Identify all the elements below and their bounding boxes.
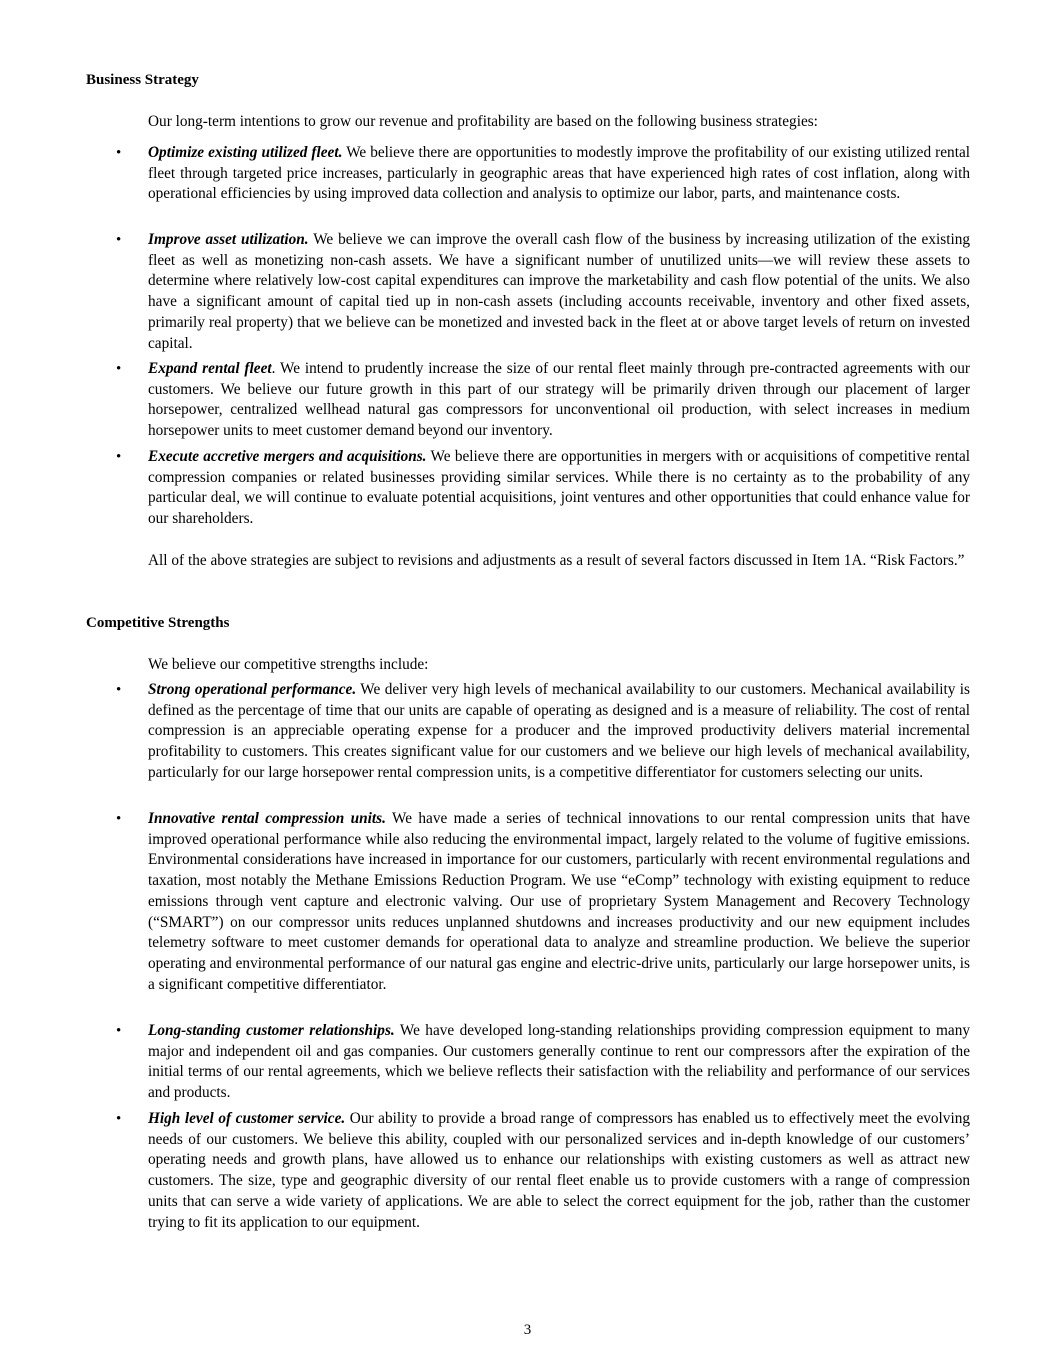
- item-lead: Improve asset utilization.: [148, 231, 309, 248]
- list-item: [86, 1109, 970, 1233]
- bullet-icon: •: [116, 1111, 122, 1127]
- list-item: [86, 230, 970, 354]
- item-text: . We intend to prudently increase the size of our rental fleet mainly through pre-contracted agreements with our customers. We believe our future growth in this part of our strategy will be primarily driven through our placement of larger horsepower, centralized wellhead natural gas compressors for unconventional oil production, with select increases in medium horsepower units to meet customer demand beyond our inventory.: [148, 360, 970, 440]
- item-text: Our ability to provide a broad range of compressors has enabled us to effectively meet the evolving needs of our customers. We believe this ability, coupled with our personalized services and in-depth knowledge of our customers’ operating needs and growth plans, have allowed us to enhance our relationships with existing customers as well as attract new customers. The size, type and geographic diversity of our rental fleet enable us to provide customers with a range of compression units that can serve a wide variety of applications. We are able to select the correct equipment for the job, rather than the customer trying to fit its application to our equipment.: [148, 1110, 970, 1231]
- section-heading-competitive-strengths: Competitive Strengths: [86, 615, 230, 631]
- bullet-icon: •: [116, 232, 122, 248]
- list-item: [86, 680, 970, 784]
- bullet-icon: •: [116, 361, 122, 377]
- section-heading-business-strategy: Business Strategy: [86, 72, 199, 88]
- item-text: We believe there are opportunities to modestly improve the profitability of our existing utilized rental fleet through targeted price increases, particularly in geographic areas that have experienced high rates of cost inflation, along with operational efficiencies by using improved data collection and analysis to optimize our labor, parts, and maintenance costs.: [148, 144, 970, 203]
- item-text: We have developed long-standing relationships providing compression equipment to many major and independent oil and gas companies. Our customers generally continue to rent our compressors after the expiration of the initial terms of our rental agreements, which we believe reflects their satisfaction with the reliability and performance of our services and products.: [148, 1022, 970, 1102]
- item-text: We believe there are opportunities in mergers with or acquisitions of competitive rental compression companies or related businesses providing similar services. While there is no certainty as to the probability of any particular deal, we will continue to evaluate potential acquisitions, joint ventures and other opportunities that could enhance value for our shareholders.: [148, 448, 970, 528]
- list-item: [86, 809, 970, 995]
- item-lead: Optimize existing utilized fleet.: [148, 144, 343, 161]
- item-text: We deliver very high levels of mechanical availability to our customers. Mechanical availability is defined as the percentage of time that our units are capable of operating as designed and is a measure of reliability. The cost of rental compression is an appreciable operating expense for a producer and the improved productivity delivers material incremental profitability to customers. This creates significant value for our customers and we believe our high levels of mechanical availability, particularly for our large horsepower rental compression units, is a competitive differentiator for customers selecting our units.: [148, 681, 970, 781]
- bullet-icon: •: [116, 682, 122, 698]
- list-item: [86, 447, 970, 530]
- list-item: [86, 143, 970, 205]
- business-strategy-closing: All of the above strategies are subject to revisions and adjustments as a result of several factors discussed in Item 1A. “Risk Factors.”: [148, 552, 965, 569]
- bullet-icon: •: [116, 811, 122, 827]
- list-item: [86, 1021, 970, 1104]
- item-text: We have made a series of technical innovations to our rental compression units that have improved operational performance while also reducing the environmental impact, largely related to the volume of fugitive emissions. Environmental considerations have increased in importance for our customers, particularly with recent environmental regulations and taxation, most notably the Methane Emissions Reduction Program. We use “eComp” technology with existing equipment to reduce emissions through vent capture and electronic valving. Our use of proprietary System Management and Recovery Technology (“SMART”) on our compressor units reduces unplanned shutdowns and increases productivity and our new equipment includes telemetry software to meet customer demands for operational data to analyze and streamline production. We believe the superior operating and environmental performance of our natural gas engine and electric-drive units, particularly our large horsepower units, is a significant competitive differentiator.: [148, 810, 970, 993]
- item-lead: Strong operational performance.: [148, 681, 357, 698]
- item-lead: High level of customer service.: [148, 1110, 346, 1127]
- competitive-strengths-intro: We believe our competitive strengths include:: [148, 656, 429, 673]
- bullet-icon: •: [116, 449, 122, 465]
- item-lead: Innovative rental compression units.: [148, 810, 386, 827]
- item-lead: Long-standing customer relationships.: [148, 1022, 395, 1039]
- page-number: 3: [523, 1322, 532, 1338]
- item-text: We believe we can improve the overall cash flow of the business by increasing utilization of the existing fleet as well as monetizing non-cash assets. We have a significant number of unutilized units—we will review these assets to determine where relatively low-cost capital expenditures can improve the marketability and cash flow potential of the units. We also have a significant amount of capital tied up in non-cash assets (including accounts receivable, inventory and other fixed assets, primarily real property) that we believe can be monetized and invested back in the fleet at or above target levels of return on invested capital.: [148, 231, 970, 352]
- item-lead: Expand rental fleet: [148, 360, 272, 377]
- item-lead: Execute accretive mergers and acquisitions.: [148, 448, 427, 465]
- business-strategy-intro: Our long-term intentions to grow our revenue and profitability are based on the following business strategies:: [148, 113, 818, 130]
- list-item: [86, 359, 970, 442]
- bullet-icon: •: [116, 1023, 122, 1039]
- bullet-icon: •: [116, 145, 122, 161]
